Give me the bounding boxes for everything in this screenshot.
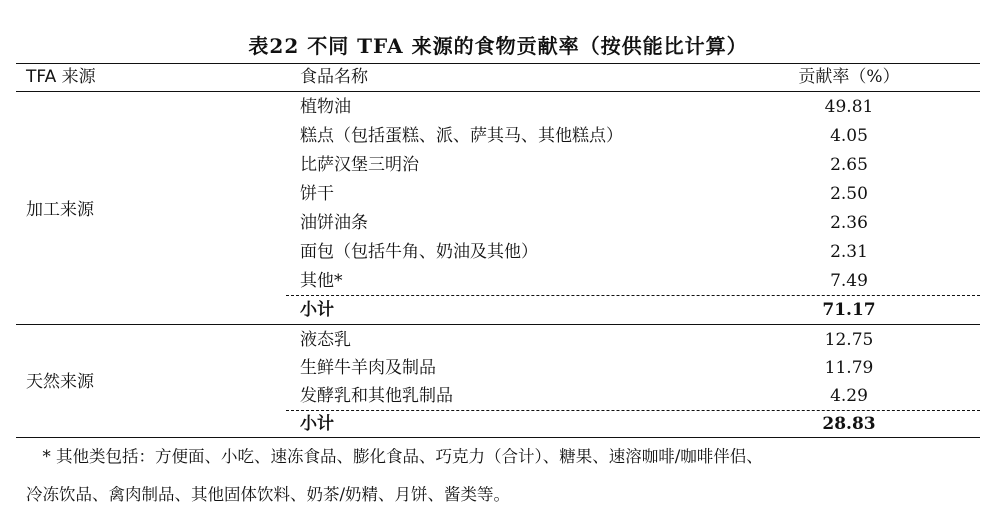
food-name: 其他* (300, 271, 343, 291)
contribution-value: 12.75 (824, 330, 874, 350)
bottom-rule (16, 437, 980, 438)
group-separator-rule (16, 324, 980, 325)
food-name: 植物油 (300, 97, 351, 117)
contribution-value: 2.50 (830, 184, 868, 204)
contribution-value: 49.81 (824, 97, 874, 117)
food-name: 生鲜牛羊肉及制品 (300, 358, 436, 378)
subtotal-value: 71.17 (822, 300, 876, 320)
food-name: 面包（包括牛角、奶油及其他） (300, 242, 538, 262)
group-source-label: 加工来源 (26, 200, 94, 220)
table-title: 表22 不同 TFA 来源的食物贡献率（按供能比计算） (248, 34, 748, 58)
header-source: TFA 来源 (26, 67, 96, 87)
contribution-value: 4.05 (830, 126, 868, 146)
contribution-value: 2.36 (830, 213, 868, 233)
contribution-value: 2.65 (830, 155, 868, 175)
group-source-label: 天然来源 (26, 372, 94, 392)
footnote-line: * 其他类包括：方便面、小吃、速冻食品、膨化食品、巧克力（合计）、糖果、速溶咖啡/咖啡伴侣、 (26, 447, 763, 466)
food-name: 发酵乳和其他乳制品 (300, 386, 453, 406)
food-name: 比萨汉堡三明治 (300, 155, 419, 175)
subtotal-label: 小计 (300, 414, 334, 434)
footnote-line: 冷冻饮品、禽肉制品、其他固体饮料、奶茶/奶精、月饼、酱类等。 (26, 485, 511, 504)
subtotal-value: 28.83 (822, 414, 876, 434)
food-name: 糕点（包括蛋糕、派、萨其马、其他糕点） (300, 126, 623, 146)
subtotal-dashed-rule (286, 295, 980, 296)
contribution-value: 4.29 (830, 386, 868, 406)
subtotal-dashed-rule (286, 410, 980, 411)
top-rule (16, 63, 980, 64)
header-contribution-rate: 贡献率（%） (798, 67, 900, 87)
subtotal-label: 小计 (300, 300, 334, 320)
contribution-value: 11.79 (824, 358, 874, 378)
header-food-name: 食品名称 (300, 67, 368, 87)
food-name: 油饼油条 (300, 213, 368, 233)
contribution-value: 7.49 (830, 271, 868, 291)
header-rule (16, 91, 980, 92)
food-name: 液态乳 (300, 330, 351, 350)
food-name: 饼干 (300, 184, 334, 204)
contribution-value: 2.31 (830, 242, 868, 262)
